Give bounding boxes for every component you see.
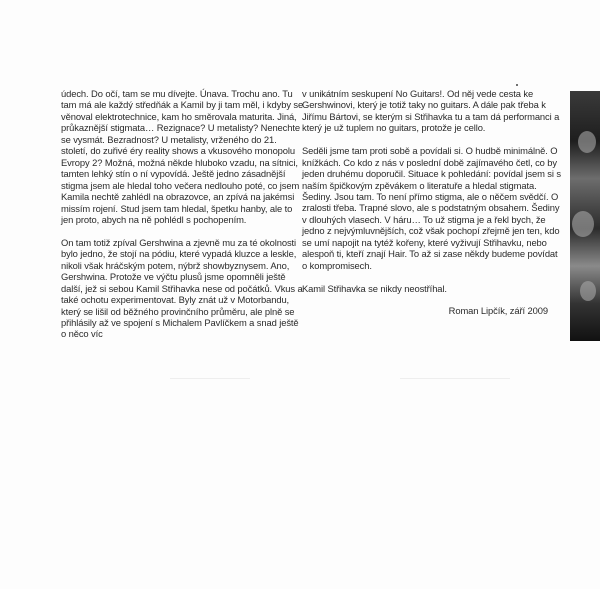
bleed-through-rule xyxy=(400,378,510,379)
right-text-column xyxy=(302,88,562,317)
author-signature: Roman Lipčík, září 2009 xyxy=(448,305,548,317)
paragraph: Kamil Střihavka se nikdy neostříhal. xyxy=(302,282,447,294)
left-text-column xyxy=(61,88,305,351)
paragraph: v unikátním seskupení No Guitars!. Od něj vede cesta ke Gershwinovi, který je totiž taky no guitars. A dále pak třeba k Jiřímu Bártovi, se kterým si Střihavka tu a tam dá performanci a který je už tuplem no guitars, protože je cello. xyxy=(302,88,560,134)
bleed-through-rule xyxy=(170,378,250,379)
paragraph: Seděli jsme tam proti sobě a povídali si. O hudbě minimálně. O knížkách. Co kdo z nás v poslední době zajímavého četl, co by jeden druhému doporučil. Situace k pohledání: povídal jsem si s naším špičkovým zpěvákem o literatuře a hledal stigmata. Šediny. Jsou tam. To není přímo stigma, ale o něčem svědčí. O zralosti třeba. Trapné slovo, ale s podstatným obsahem. Šediny v dlouhých vlasech. V háru… To už stigma je a řekl bych, že jedno z nejvýmluvnějších, což však pochopí zřejmě jen ten, kdo se umí napojit na tytéž kořeny, které vyživují Střihavku, nebo alespoň ti, kteří znají Hair. To až si zase někdy budeme povídat o kompromisech. xyxy=(302,145,561,271)
paragraph: údech. Do očí, tam se mu dívejte. Únava. Trochu ano. Tu tam má ale každý středňák a Kamil by ji tam měl, i kdyby se věnoval elektrotechnice, kam ho směrovala maturita. Jiná, průkaznější stigmata… Rezignace? U metalisty? Nenechte se vysmát. Bezradnost? U metalisty, vrženého do 21. století, do zuřivé éry reality shows a vkusového monopolu Evropy 2? Možná, možná někde hluboko vzadu, na sítnici, tamten lehký stín o ní vypovídá. Ještě jedno zásadnější stigma jsem ale hledal toho večera nedlouho poté, co jsem Kamila nechtě zahlédl na obrazovce, an zpívá na jakémsi missím rojení. Stud jsem tam hledal, špetku hanby, ale to jen proto, abych na ně pohlédl s pochopením. xyxy=(61,88,304,225)
speck xyxy=(516,84,518,86)
paragraph: On tam totiž zpíval Gershwina a zjevně mu za té okolnosti bylo jedno, že stojí na pódiu, které vypadá kluzce a leskle, nikoli však hráčským potem, nýbrž showbyznysem. Ano, Gershwina. Protože ve výčtu plusů jsme opomněli ještě další, jež si sebou Kamil Střihavka nese od počátků. Vkus a také ochotu experimentovat. Byly znát už v Motorbandu, který se lišil od běžného provinčního průměru, ale plně se přihlásily až ve spojení s Michalem Pavlíčkem a snad ještě o něco víc xyxy=(61,236,303,340)
band-photo xyxy=(570,91,600,341)
